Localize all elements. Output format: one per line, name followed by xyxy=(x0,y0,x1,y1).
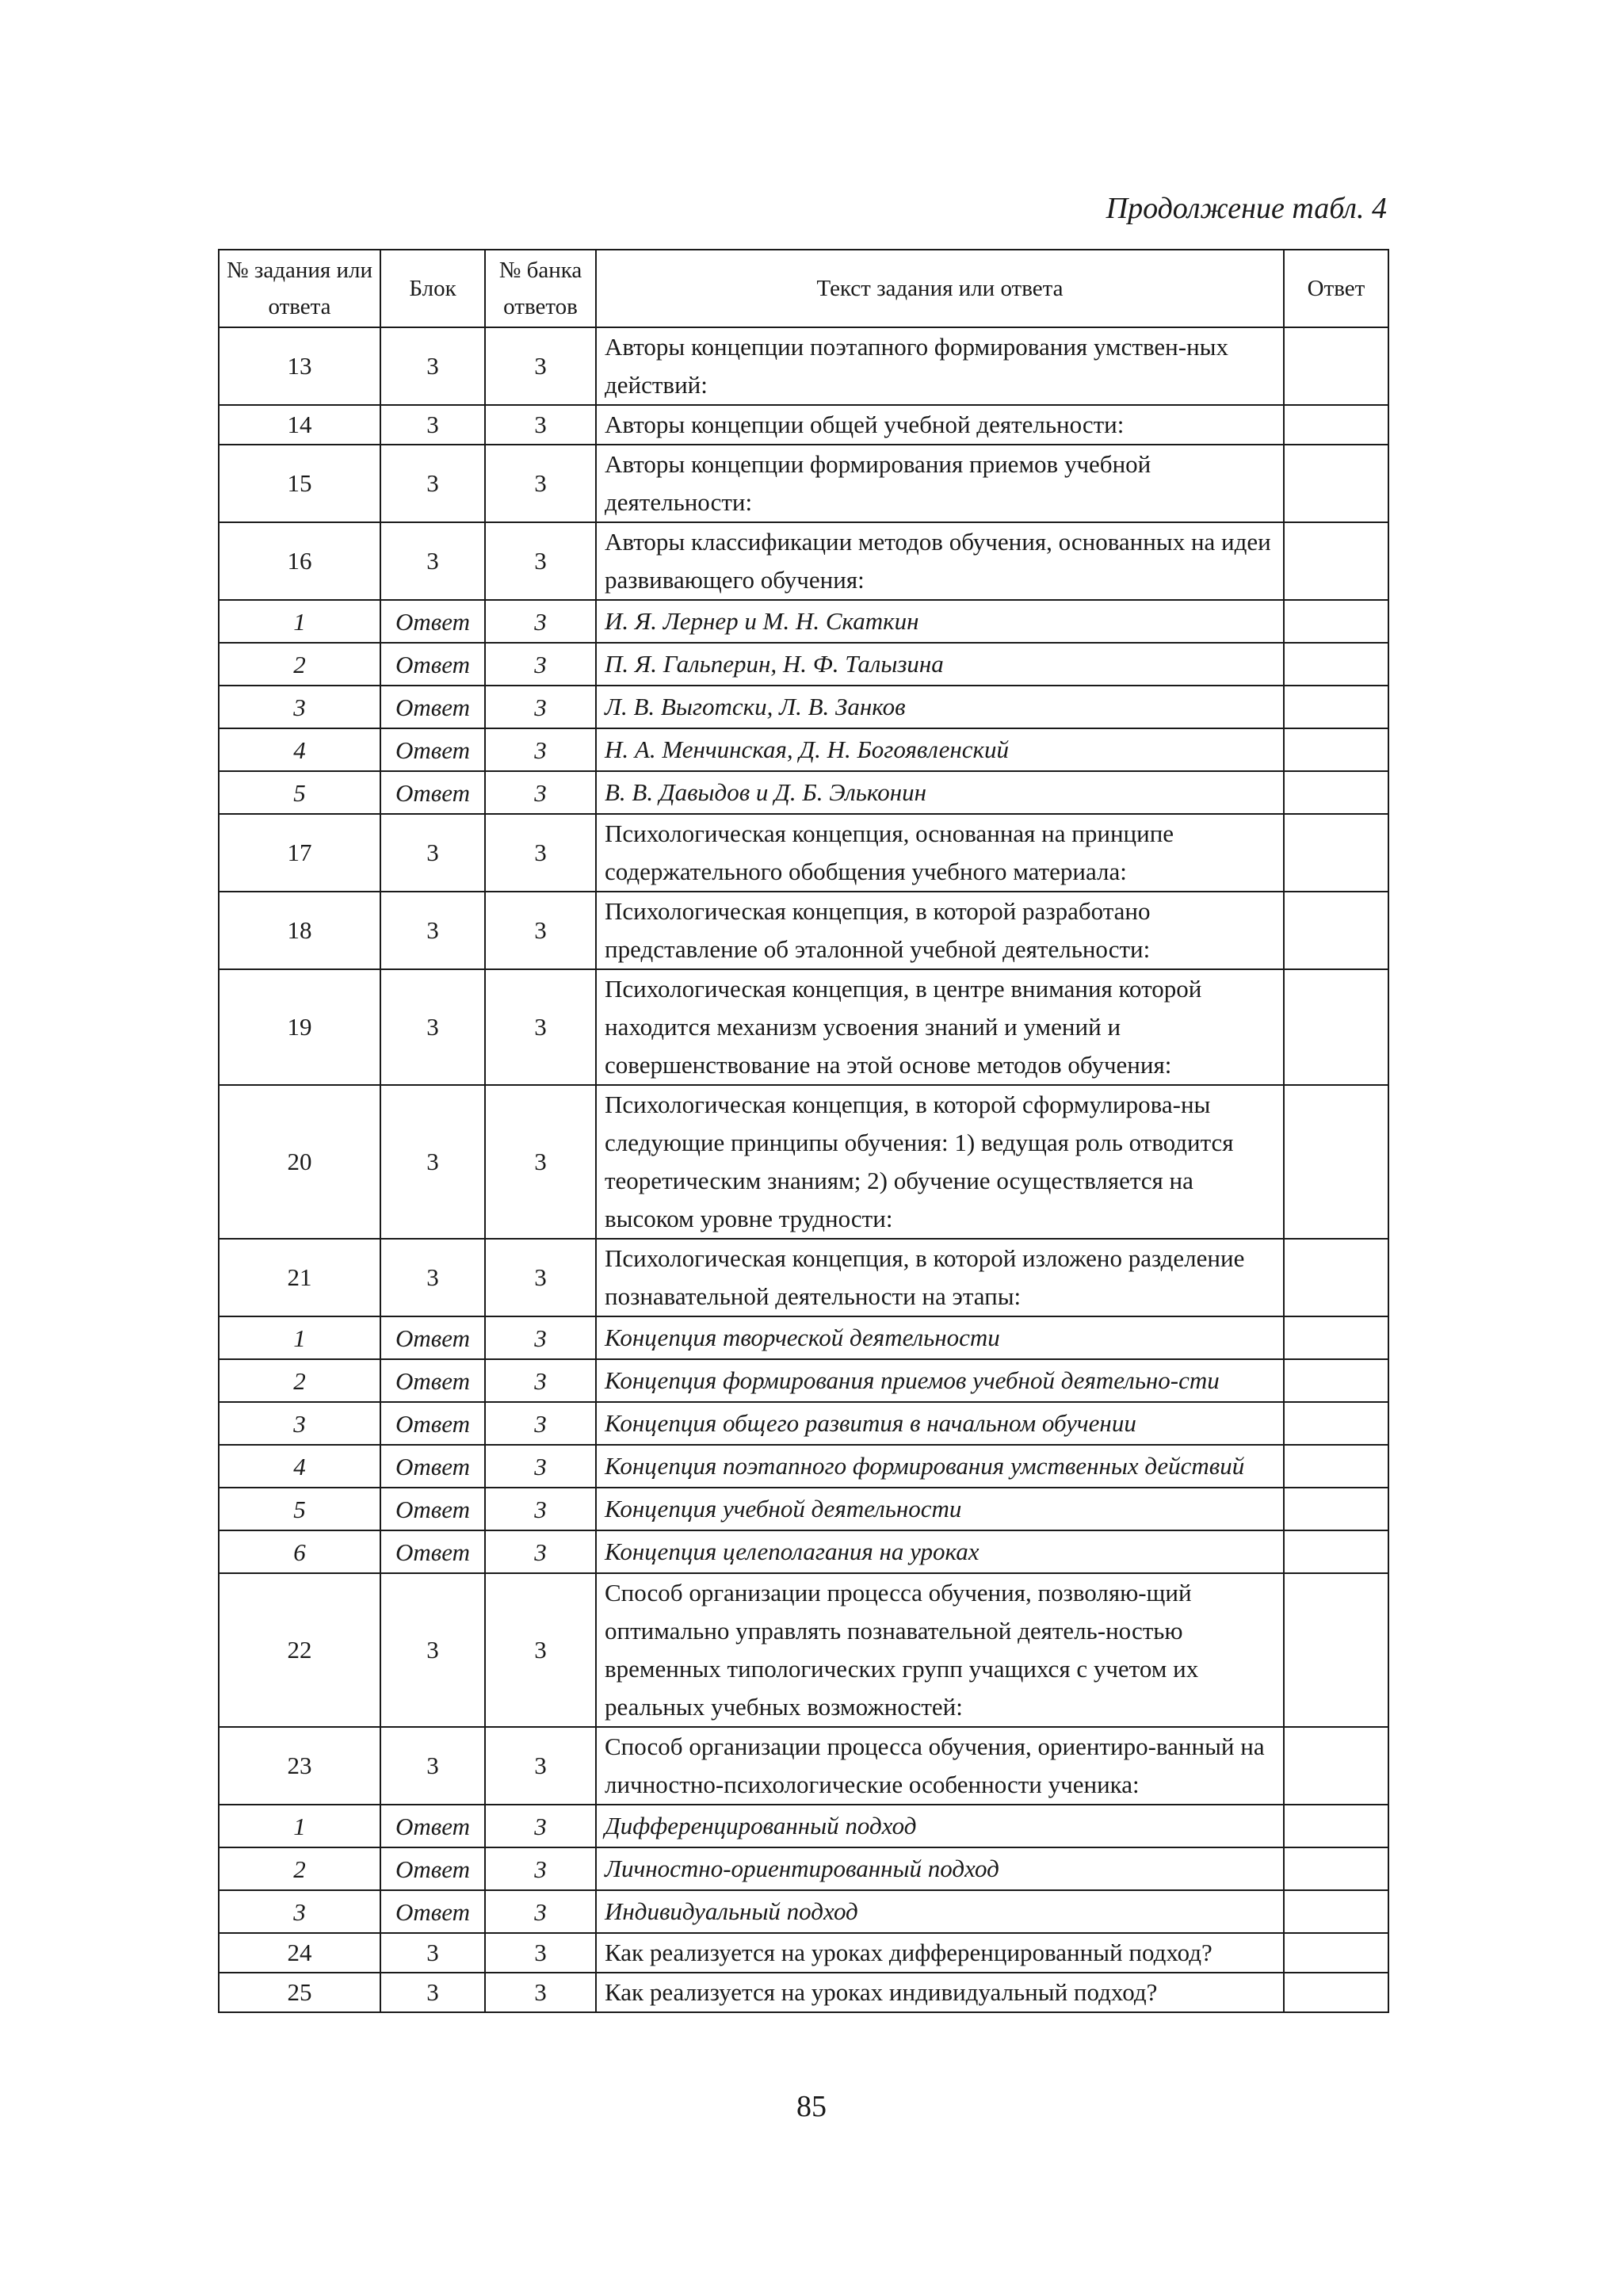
cell-number: 4 xyxy=(219,1445,380,1488)
cell-text: И. Я. Лернер и М. Н. Скаткин xyxy=(596,600,1284,643)
cell-answer xyxy=(1284,892,1388,969)
cell-number: 3 xyxy=(219,1890,380,1933)
cell-answer xyxy=(1284,686,1388,728)
cell-block: 3 xyxy=(380,522,485,600)
cell-block: Ответ xyxy=(380,771,485,814)
cell-bank: 3 xyxy=(485,814,596,892)
answer-option-row xyxy=(219,1847,1388,1890)
cell-block: Ответ xyxy=(380,1847,485,1890)
table-caption: Продолжение табл. 4 xyxy=(1106,192,1387,225)
cell-answer xyxy=(1284,1973,1388,2012)
header-answer-bank: № банка ответов xyxy=(485,250,596,327)
task-row xyxy=(219,1933,1388,1973)
cell-number: 13 xyxy=(219,327,380,405)
cell-block: 3 xyxy=(380,1973,485,2012)
cell-bank: 3 xyxy=(485,969,596,1085)
cell-number: 5 xyxy=(219,771,380,814)
cell-bank: 3 xyxy=(485,1847,596,1890)
answer-option-row xyxy=(219,1488,1388,1530)
cell-bank: 3 xyxy=(485,892,596,969)
task-row xyxy=(219,1727,1388,1805)
cell-text: Концепция формирования приемов учебной деятельно-сти xyxy=(596,1359,1284,1402)
cell-text: Авторы концепции формирования приемов учебной деятельности: xyxy=(596,445,1284,522)
cell-block: Ответ xyxy=(380,1530,485,1573)
cell-answer xyxy=(1284,1727,1388,1805)
task-row xyxy=(219,522,1388,600)
answer-option-row xyxy=(219,1805,1388,1847)
cell-text: Концепция творческой деятельности xyxy=(596,1316,1284,1359)
cell-number: 15 xyxy=(219,445,380,522)
cell-number: 6 xyxy=(219,1530,380,1573)
cell-block: Ответ xyxy=(380,1316,485,1359)
answer-option-row xyxy=(219,771,1388,814)
cell-answer xyxy=(1284,1085,1388,1239)
cell-bank: 3 xyxy=(485,405,596,445)
cell-bank: 3 xyxy=(485,522,596,600)
cell-text: Концепция целеполагания на уроках xyxy=(596,1530,1284,1573)
cell-number: 2 xyxy=(219,1359,380,1402)
cell-text: Н. А. Менчинская, Д. Н. Богоявленский xyxy=(596,728,1284,771)
cell-bank: 3 xyxy=(485,1890,596,1933)
cell-number: 3 xyxy=(219,686,380,728)
cell-text: Психологическая концепция, в центре внимания которой находится механизм усвоения знаний и умений и совершенствование на этой основе методов обучения: xyxy=(596,969,1284,1085)
cell-answer xyxy=(1284,1402,1388,1445)
cell-bank: 3 xyxy=(485,1085,596,1239)
cell-text: Концепция учебной деятельности xyxy=(596,1488,1284,1530)
answer-option-row xyxy=(219,643,1388,686)
cell-bank: 3 xyxy=(485,327,596,405)
cell-text: Психологическая концепция, в которой разработано представление об эталонной учебной деятельности: xyxy=(596,892,1284,969)
answer-option-row xyxy=(219,1530,1388,1573)
cell-text: Дифференцированный подход xyxy=(596,1805,1284,1847)
cell-number: 17 xyxy=(219,814,380,892)
answer-option-row xyxy=(219,1445,1388,1488)
cell-bank: 3 xyxy=(485,1727,596,1805)
cell-block: Ответ xyxy=(380,1805,485,1847)
answer-option-row xyxy=(219,1316,1388,1359)
answer-option-row xyxy=(219,1402,1388,1445)
header-row xyxy=(219,250,1388,327)
cell-answer xyxy=(1284,1805,1388,1847)
cell-bank: 3 xyxy=(485,1359,596,1402)
header-answer: Ответ xyxy=(1284,250,1388,327)
cell-answer xyxy=(1284,1239,1388,1316)
task-row xyxy=(219,1085,1388,1239)
cell-bank: 3 xyxy=(485,1805,596,1847)
cell-number: 4 xyxy=(219,728,380,771)
page-number: 85 xyxy=(796,2090,827,2123)
cell-text: Как реализуется на уроках дифференцированный подход? xyxy=(596,1933,1284,1973)
task-row xyxy=(219,1239,1388,1316)
cell-text: Личностно-ориентированный подход xyxy=(596,1847,1284,1890)
cell-text: Способ организации процесса обучения, позволяю-щий оптимально управлять познавательной деятель-ностью временных типологических групп учащихся с учетом их реальных учебных возможностей: xyxy=(596,1573,1284,1727)
cell-bank: 3 xyxy=(485,1573,596,1727)
cell-bank: 3 xyxy=(485,686,596,728)
cell-bank: 3 xyxy=(485,1973,596,2012)
cell-text: Концепция поэтапного формирования умственных действий xyxy=(596,1445,1284,1488)
header-task-number: № задания или ответа xyxy=(219,250,380,327)
task-row xyxy=(219,969,1388,1085)
cell-block: 3 xyxy=(380,1085,485,1239)
cell-block: 3 xyxy=(380,1239,485,1316)
cell-block: 3 xyxy=(380,1573,485,1727)
cell-block: 3 xyxy=(380,405,485,445)
cell-number: 21 xyxy=(219,1239,380,1316)
cell-bank: 3 xyxy=(485,643,596,686)
cell-block: Ответ xyxy=(380,1402,485,1445)
cell-block: 3 xyxy=(380,814,485,892)
cell-text: Авторы классификации методов обучения, основанных на идеи развивающего обучения: xyxy=(596,522,1284,600)
task-row xyxy=(219,405,1388,445)
cell-text: П. Я. Гальперин, Н. Ф. Талызина xyxy=(596,643,1284,686)
cell-block: Ответ xyxy=(380,1359,485,1402)
cell-number: 20 xyxy=(219,1085,380,1239)
cell-number: 3 xyxy=(219,1402,380,1445)
cell-answer xyxy=(1284,771,1388,814)
cell-block: 3 xyxy=(380,969,485,1085)
cell-number: 19 xyxy=(219,969,380,1085)
cell-text: В. В. Давыдов и Д. Б. Эльконин xyxy=(596,771,1284,814)
cell-number: 16 xyxy=(219,522,380,600)
cell-number: 1 xyxy=(219,1805,380,1847)
cell-text: Авторы концепции общей учебной деятельности: xyxy=(596,405,1284,445)
cell-answer xyxy=(1284,1573,1388,1727)
cell-bank: 3 xyxy=(485,728,596,771)
cell-text: Психологическая концепция, основанная на принципе содержательного обобщения учебного материала: xyxy=(596,814,1284,892)
cell-answer xyxy=(1284,643,1388,686)
answer-option-row xyxy=(219,686,1388,728)
task-row xyxy=(219,892,1388,969)
answer-option-row xyxy=(219,728,1388,771)
tasks-table xyxy=(218,249,1389,2013)
header-block: Блок xyxy=(380,250,485,327)
cell-text: Психологическая концепция, в которой сформулирова-ны следующие принципы обучения: 1) ведущая роль отводится теоретическим знаниям; 2) обучение осуществляется на высоком уровне трудности: xyxy=(596,1085,1284,1239)
cell-bank: 3 xyxy=(485,1530,596,1573)
cell-block: Ответ xyxy=(380,643,485,686)
cell-text: Как реализуется на уроках индивидуальный подход? xyxy=(596,1973,1284,2012)
cell-bank: 3 xyxy=(485,600,596,643)
answer-option-row xyxy=(219,600,1388,643)
cell-text: Авторы концепции поэтапного формирования умствен-ных действий: xyxy=(596,327,1284,405)
cell-bank: 3 xyxy=(485,1402,596,1445)
cell-bank: 3 xyxy=(485,1933,596,1973)
cell-block: 3 xyxy=(380,327,485,405)
cell-number: 5 xyxy=(219,1488,380,1530)
cell-answer xyxy=(1284,405,1388,445)
task-row xyxy=(219,814,1388,892)
cell-block: 3 xyxy=(380,892,485,969)
cell-answer xyxy=(1284,1316,1388,1359)
task-row xyxy=(219,327,1388,405)
cell-answer xyxy=(1284,1933,1388,1973)
cell-block: 3 xyxy=(380,1933,485,1973)
cell-bank: 3 xyxy=(485,445,596,522)
cell-number: 18 xyxy=(219,892,380,969)
task-row xyxy=(219,445,1388,522)
cell-answer xyxy=(1284,969,1388,1085)
cell-number: 1 xyxy=(219,600,380,643)
header-text: Текст задания или ответа xyxy=(596,250,1284,327)
cell-number: 25 xyxy=(219,1973,380,2012)
cell-number: 2 xyxy=(219,643,380,686)
cell-block: Ответ xyxy=(380,1445,485,1488)
cell-answer xyxy=(1284,600,1388,643)
cell-block: Ответ xyxy=(380,600,485,643)
cell-text: Индивидуальный подход xyxy=(596,1890,1284,1933)
answer-option-row xyxy=(219,1890,1388,1933)
answer-option-row xyxy=(219,1359,1388,1402)
cell-text: Концепция общего развития в начальном обучении xyxy=(596,1402,1284,1445)
cell-answer xyxy=(1284,1445,1388,1488)
cell-block: Ответ xyxy=(380,1488,485,1530)
cell-bank: 3 xyxy=(485,1239,596,1316)
cell-number: 2 xyxy=(219,1847,380,1890)
cell-answer xyxy=(1284,1530,1388,1573)
cell-answer xyxy=(1284,1488,1388,1530)
cell-answer xyxy=(1284,814,1388,892)
cell-answer xyxy=(1284,728,1388,771)
cell-block: Ответ xyxy=(380,728,485,771)
cell-answer xyxy=(1284,1847,1388,1890)
cell-number: 14 xyxy=(219,405,380,445)
cell-answer xyxy=(1284,1890,1388,1933)
cell-answer xyxy=(1284,1359,1388,1402)
cell-text: Способ организации процесса обучения, ориентиро-ванный на личностно-психологические особенности ученика: xyxy=(596,1727,1284,1805)
cell-bank: 3 xyxy=(485,1445,596,1488)
cell-block: Ответ xyxy=(380,1890,485,1933)
cell-text: Психологическая концепция, в которой изложено разделение познавательной деятельности на этапы: xyxy=(596,1239,1284,1316)
cell-answer xyxy=(1284,327,1388,405)
table-header xyxy=(219,250,1388,327)
cell-block: Ответ xyxy=(380,686,485,728)
cell-block: 3 xyxy=(380,445,485,522)
cell-answer xyxy=(1284,445,1388,522)
cell-number: 23 xyxy=(219,1727,380,1805)
cell-answer xyxy=(1284,522,1388,600)
cell-number: 1 xyxy=(219,1316,380,1359)
cell-number: 22 xyxy=(219,1573,380,1727)
table-body xyxy=(219,327,1388,2012)
task-row xyxy=(219,1973,1388,2012)
cell-block: 3 xyxy=(380,1727,485,1805)
cell-text: Л. В. Выготски, Л. В. Занков xyxy=(596,686,1284,728)
task-row xyxy=(219,1573,1388,1727)
cell-bank: 3 xyxy=(485,1316,596,1359)
cell-number: 24 xyxy=(219,1933,380,1973)
cell-bank: 3 xyxy=(485,1488,596,1530)
cell-bank: 3 xyxy=(485,771,596,814)
